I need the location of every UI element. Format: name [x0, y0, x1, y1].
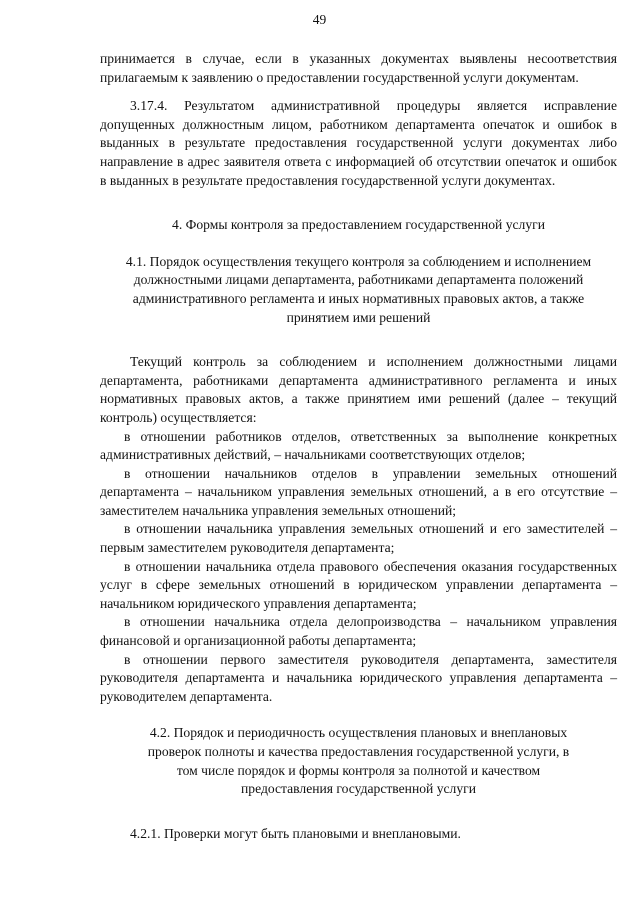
subsection-heading-4-1: 4.1. Порядок осуществления текущего контроля за соблюдением и исполнением должностными лицами департамента, работниками департамента положений административного регламента и иных нормативных правовых актов, а также принятием ими решений	[125, 253, 592, 325]
list-item-legal-support-head: в отношении начальника отдела правового обеспечения оказания государственных услуг в сфере земельных отношений в юридическом управлении департамента – начальником юридического управления департамента;	[100, 558, 617, 611]
paragraph-current-control: Текущий контроль за соблюдением и исполнением должностными лицами департамента, работниками департамента административного регламента и иных нормативных правовых актов, а также принятием ими решений (далее – текущий контроль) осуществляется:	[100, 354, 617, 425]
list-item-land-relations-heads: в отношении начальников отделов в управлении земельных отношений департамента – начальником управления земельных отношений, а в его отсутствие – заместителем начальника управления земельных отношений;	[100, 465, 617, 518]
list-item-land-relations-manager: в отношении начальника управления земельных отношений и его заместителей – первым заместителем руководителя департамента;	[100, 521, 617, 556]
list-item-department-workers: в отношении работников отделов, ответственных за выполнение конкретных административных действий, – начальниками соответствующих отделов;	[100, 428, 617, 463]
section-heading-4: 4. Формы контроля за предоставлением государственной услуги	[172, 217, 545, 233]
paragraph-continuation: принимается в случае, если в указанных документах выявлены несоответствия прилагаемым к заявлению о предоставлении государственной услуги документам.	[100, 51, 617, 85]
paragraph-3-17-4: 3.17.4. Результатом административной процедуры является исправление допущенных должностным лицом, работником департамента опечаток и ошибок в выданных в результате предоставления государственной услуги документах либо направление в адрес заявителя ответа с информацией об отсутствии опечаток и ошибок в выданных в результате предоставления государственной услуги документах.	[100, 98, 617, 188]
subsection-heading-4-2: 4.2. Порядок и периодичность осуществления плановых и внеплановых проверок полноты и качества предоставления государственной услуги, в том числе порядок и формы контроля за полнотой и качеством предоставления государственной услуги	[147, 725, 570, 797]
list-item-records-office-head: в отношении начальника отдела делопроизводства – начальником управления финансовой и организационной работы департамента;	[100, 614, 617, 649]
paragraph-4-2-1: 4.2.1. Проверки могут быть плановыми и внеплановыми.	[130, 825, 461, 841]
document-body	[100, 50, 617, 843]
list-item-first-deputy: в отношении первого заместителя руководителя департамента, заместителя руководителя департамента и начальника юридического управления департамента – руководителем департамента.	[100, 651, 617, 704]
page-number: 49	[312, 12, 327, 27]
